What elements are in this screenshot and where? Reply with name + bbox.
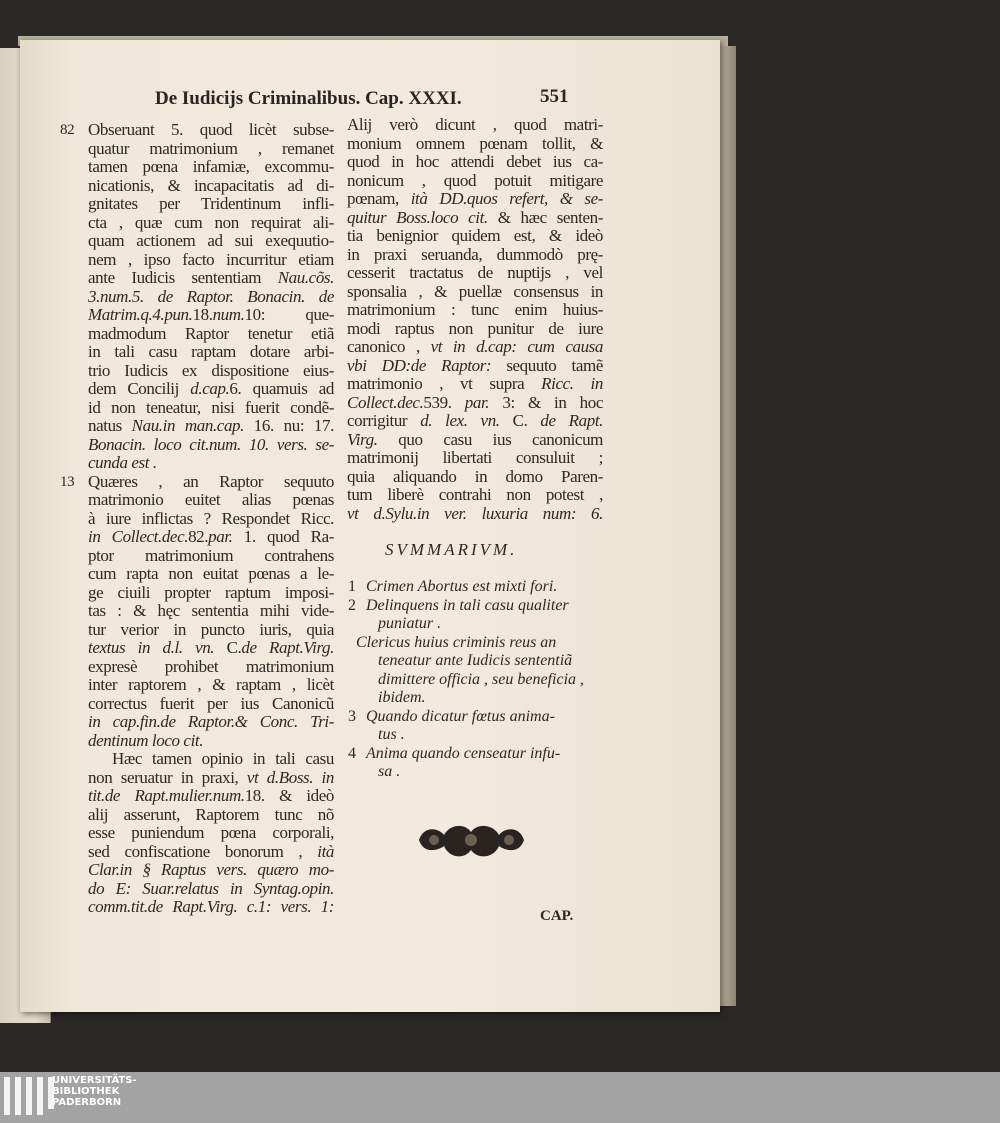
citation-text: in Collect.dec. <box>88 527 189 546</box>
text-line <box>88 325 334 344</box>
body-text: & hæc senten- <box>487 207 603 227</box>
citation-text: ità DD.quos refert, & se- <box>410 189 603 208</box>
body-text: corrigitur <box>347 411 421 430</box>
text-line <box>88 251 334 270</box>
body-text: matrimonium : tunc enim huius- <box>347 300 603 319</box>
citation-text: vbi DD:de Raptor: <box>347 355 492 375</box>
right-text-column <box>347 116 603 523</box>
text-line <box>347 320 603 339</box>
text-line <box>347 264 603 283</box>
text-line <box>347 209 603 228</box>
citation-text: Bonacin. loco cit.num. 10. vers. se- <box>88 434 334 454</box>
summary-text: Crimen Abortus est mixti fori. <box>366 578 558 595</box>
text-line <box>347 227 603 246</box>
text-line <box>88 380 334 399</box>
text-line <box>88 177 334 196</box>
body-text: 16. nu: 17. <box>244 416 334 435</box>
body-text: tur verior in puncto iuris, quia <box>88 619 334 639</box>
citation-text: par. <box>464 392 490 412</box>
citation-text: vt d.Boss. in <box>246 767 334 787</box>
body-text: matrimonio , vt supra <box>347 374 542 393</box>
text-line <box>88 510 334 529</box>
body-text: 1. quod Ra- <box>232 527 334 546</box>
body-text: correctus fuerit per ius Canonicũ <box>88 693 334 713</box>
body-text: 6. quamuis ad <box>229 379 334 398</box>
text-line <box>88 417 334 436</box>
text-line <box>88 195 334 214</box>
summary-text: puniatur . <box>378 615 442 632</box>
summary-text: sa . <box>378 763 401 780</box>
body-text: ge ciuili propter raptum imposi- <box>88 582 334 602</box>
body-text: dem Concilij <box>88 379 191 398</box>
summary-text: tus . <box>378 726 405 743</box>
summary-text: teneatur ante Iudicis sententiã <box>378 652 573 669</box>
text-line <box>88 880 334 899</box>
body-text: tia benignior quidem est, & ideò <box>347 226 603 245</box>
library-logo-text: UNIVERSITÄTS- BIBLIOTHEK PADERBORN <box>52 1075 137 1108</box>
citation-text: tit.de Rapt.mulier.num. <box>88 786 245 805</box>
text-line <box>347 172 603 191</box>
summary-title: SVMMARIVM. <box>385 540 518 559</box>
summary-item <box>348 689 603 708</box>
body-text: Quæres , an Raptor sequuto <box>88 471 334 491</box>
text-line <box>347 394 603 413</box>
body-text: cesserit tractatus de nuptijs , vel <box>347 263 603 282</box>
text-line <box>88 824 334 843</box>
body-text: nem , ipso facto incurritur etiam <box>88 249 334 269</box>
text-line <box>347 449 603 468</box>
citation-text: d. lex. vn. <box>420 411 500 430</box>
summary-text: Clericus huius criminis reus an <box>356 633 557 651</box>
catchword: CAP. <box>540 908 574 924</box>
text-line <box>88 269 334 288</box>
text-line <box>347 431 603 450</box>
summary-item <box>348 652 603 671</box>
summary-number: 4 <box>348 744 356 762</box>
text-line <box>60 471 334 492</box>
body-text: alij asserunt, Raptorem tunc nõ <box>88 804 334 824</box>
body-text: monium omnem pœnam tollit, & <box>347 133 603 153</box>
summary-text: Quando dicatur fœtus anima- <box>366 707 555 725</box>
citation-text: Nau.cõs. <box>277 268 334 287</box>
citation-text: textus in d.l. vn. <box>88 638 227 657</box>
text-line <box>347 153 603 172</box>
body-text: canonico , <box>347 337 431 356</box>
library-logo-icon <box>4 1077 54 1121</box>
page-number: 551 <box>540 86 569 107</box>
body-text: quod in hoc attendi debet ius ca- <box>347 152 603 171</box>
text-line <box>88 436 334 455</box>
summary-number: 2 <box>348 596 356 614</box>
citation-text: Virg. <box>347 429 378 449</box>
text-line <box>88 806 334 825</box>
text-line <box>88 750 334 769</box>
marginal-number: 13 <box>60 473 75 490</box>
text-line <box>88 343 334 362</box>
text-line <box>88 713 334 732</box>
body-text: modi raptus non punitur de iure <box>347 318 603 338</box>
body-text: nicationis, & incapacitatis ad di- <box>88 175 334 195</box>
text-line <box>347 246 603 265</box>
body-text: tum liberè contrahi non potest , <box>347 485 603 504</box>
text-line <box>88 732 334 751</box>
body-text: in tali casu raptam dotare arbi- <box>88 342 334 361</box>
text-line <box>88 658 334 677</box>
citation-text: par. <box>208 527 233 546</box>
body-text: id non teneatur, nisi fuerit condẽ- <box>88 397 334 417</box>
text-line <box>347 135 603 154</box>
body-text: quo casu ius canonicum <box>377 429 603 449</box>
body-text: C. <box>226 638 242 657</box>
summary-item <box>348 745 603 764</box>
citation-text: num. <box>212 305 245 324</box>
body-text: tamen pœna infamiæ, excommu- <box>88 157 334 176</box>
text-line <box>88 639 334 658</box>
text-line <box>347 468 603 487</box>
body-text: 18. <box>192 305 213 324</box>
body-text: à iure inflictas ? Respondet Ricc. <box>88 508 334 528</box>
text-line <box>88 676 334 695</box>
text-line <box>88 547 334 566</box>
text-line <box>88 528 334 547</box>
text-line <box>347 283 603 302</box>
citation-text: de Rapt.Virg. <box>241 638 334 657</box>
library-footer-bar <box>0 1072 1000 1123</box>
body-text: expresè prohibet matrimonium <box>88 656 334 676</box>
text-line <box>60 120 334 140</box>
text-line <box>88 454 334 473</box>
body-text: matrimonio euitet alias pœnas <box>88 490 334 509</box>
text-line <box>88 787 334 806</box>
summary-item <box>348 708 603 727</box>
body-text: inter raptorem , & raptam , licèt <box>88 675 334 694</box>
body-text: cum rapta non euitat pœnas a le- <box>88 564 334 583</box>
body-text: matrimonij libertati consuluit ; <box>347 448 603 467</box>
summary-item <box>348 597 603 616</box>
text-line <box>88 695 334 714</box>
text-line <box>347 357 603 376</box>
summary-item <box>348 726 603 745</box>
citation-text: Matrim.q.4.pun. <box>88 305 193 324</box>
body-text: Alij verò dicunt , quod matri- <box>347 115 603 134</box>
citation-text: Ricc. in <box>541 374 603 393</box>
body-text: sequuto tamẽ <box>491 355 603 375</box>
summary-number: 1 <box>348 578 356 595</box>
body-text: 82. <box>188 527 209 546</box>
summary-list <box>348 578 603 782</box>
text-line <box>88 288 334 307</box>
text-line <box>88 602 334 621</box>
citation-text: in cap.fin.de Raptor.& Conc. Tri- <box>88 712 334 731</box>
citation-text: Clar.in § Raptus vers. quæro mo- <box>88 860 334 879</box>
citation-text: ità <box>317 841 334 861</box>
body-text: tas : & hęc sententia mihi vide- <box>88 601 334 620</box>
text-line <box>347 301 603 320</box>
citation-text: d.cap. <box>190 379 230 398</box>
text-line <box>88 140 334 159</box>
text-line <box>88 621 334 640</box>
text-line <box>88 232 334 251</box>
running-title: De Iudicijs Criminalibus. Cap. XXXI. <box>155 88 462 109</box>
citation-text: vt in d.cap: cum causa <box>430 337 603 356</box>
text-line <box>347 375 603 394</box>
summary-item <box>348 634 603 653</box>
body-text: quatur matrimonium , remanet <box>88 138 334 158</box>
citation-text: de Rapt. <box>540 411 603 430</box>
citation-text: vt d.Sylu.in ver. luxuria num: 6. <box>347 503 603 523</box>
summary-item <box>348 763 603 782</box>
text-line <box>88 843 334 862</box>
body-text: 3: & in hoc <box>489 392 603 412</box>
summary-item <box>348 578 603 597</box>
citation-text: Nau.in man.cap. <box>131 416 244 435</box>
body-text: natus <box>88 416 132 435</box>
body-text: C. <box>499 411 541 430</box>
body-text: ante Iudicis sententiam <box>88 268 278 287</box>
body-text: esse puniendum pœna corporali, <box>88 823 334 842</box>
text-line <box>88 158 334 177</box>
text-line <box>88 491 334 510</box>
text-line <box>88 898 334 917</box>
body-text: in praxi seruanda, dummodò prę- <box>347 244 603 264</box>
citation-text: do E: Suar.relatus in Syntag.opin. <box>88 878 334 898</box>
left-text-column <box>60 120 334 917</box>
summary-text: Delinquens in tali casu qualiter <box>366 596 569 614</box>
body-text: 18. & ideò <box>244 786 334 805</box>
citation-text: cunda est . <box>88 453 157 472</box>
body-text: 10: que- <box>244 305 334 324</box>
text-line <box>88 214 334 233</box>
summary-text: Anima quando censeatur infu- <box>366 744 561 762</box>
text-line <box>347 505 603 524</box>
citation-text: comm.tit.de Rapt.Virg. c.1: vers. 1: <box>88 897 334 916</box>
body-text: Obseruant 5. quod licèt subse- <box>88 120 334 139</box>
text-line <box>347 190 603 209</box>
text-line <box>88 399 334 418</box>
body-text: quia aliquando in domo Paren- <box>347 466 603 486</box>
citation-text: quitur Boss.loco cit. <box>347 207 488 227</box>
body-text: trio Iudicis ex dispositione eius- <box>88 360 334 380</box>
text-line <box>88 362 334 381</box>
summary-text: ibidem. <box>378 689 426 706</box>
body-text: pœnam, <box>347 189 411 208</box>
text-line <box>347 412 603 431</box>
summary-text: dimittere officia , seu beneficia , <box>378 670 585 688</box>
citation-text: Collect.dec. <box>347 392 424 412</box>
body-text: Hæc tamen opinio in tali casu <box>112 749 334 768</box>
body-text: non seruatur in praxi, <box>88 767 247 787</box>
body-text: madmodum Raptor tenetur etiã <box>88 323 334 343</box>
text-line <box>88 565 334 584</box>
text-line <box>88 769 334 788</box>
marginal-number: 82 <box>60 122 75 138</box>
text-line <box>88 584 334 603</box>
body-text: ptor matrimonium contrahens <box>88 545 334 565</box>
summary-item <box>348 671 603 690</box>
text-line <box>347 338 603 357</box>
summary-item <box>348 615 603 634</box>
text-line <box>347 116 603 135</box>
summary-number: 3 <box>348 707 356 725</box>
text-line <box>347 486 603 505</box>
citation-text: 3.num.5. de Raptor. Bonacin. de <box>88 286 334 306</box>
body-text: nonicum , quod potuit mitigare <box>347 170 603 190</box>
body-text: sed confiscatione bonorum , <box>88 841 318 861</box>
body-text: quam actionem ad sui exequutio- <box>88 231 334 250</box>
text-line <box>88 861 334 880</box>
body-text: 539. <box>423 392 465 412</box>
text-line <box>88 306 334 325</box>
body-text: cta , quæ cum non requirat ali- <box>88 212 334 232</box>
citation-text: dentinum loco cit. <box>88 730 204 750</box>
printer-ornament-icon <box>414 820 529 862</box>
body-text: sponsalia , & puellæ consensus in <box>347 281 603 301</box>
body-text: gnitates per Tridentinum infli- <box>88 194 334 213</box>
